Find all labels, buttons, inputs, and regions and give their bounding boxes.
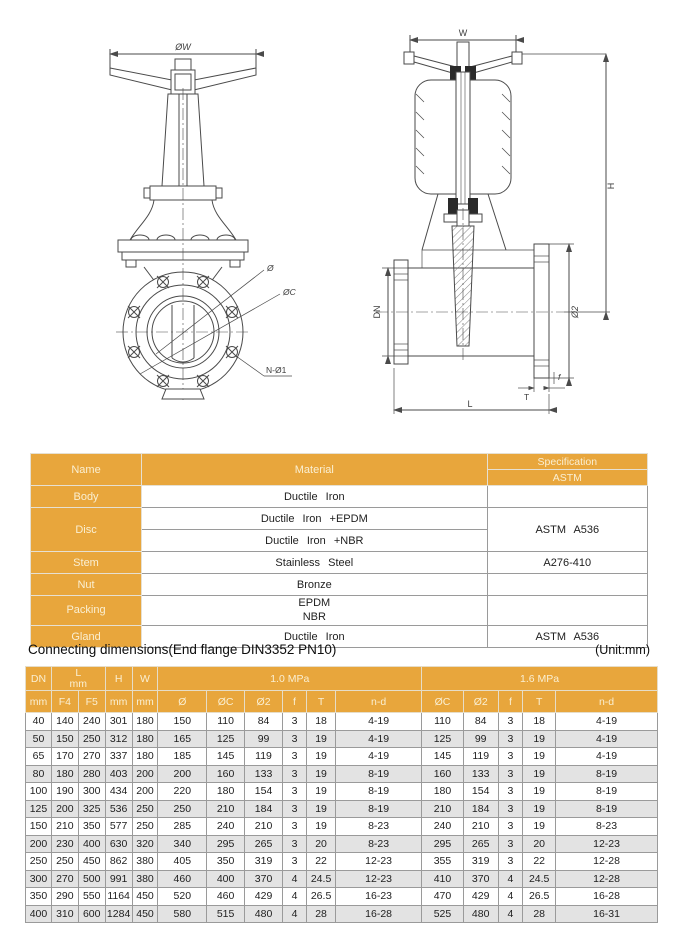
- dim-cell: 125: [207, 730, 245, 748]
- dim-cell: 4: [498, 905, 523, 923]
- col-w: W: [132, 667, 158, 691]
- dim-cell: 295: [207, 835, 245, 853]
- dim-cell: 16-28: [556, 888, 658, 906]
- dim-row: [26, 905, 658, 923]
- dim-row: [26, 730, 658, 748]
- dim-cell: 19: [523, 818, 556, 836]
- dim-cell: 26.5: [523, 888, 556, 906]
- dim-cell: 3: [498, 713, 523, 731]
- dim-cell: 24.5: [307, 870, 336, 888]
- dim-cell: 3: [283, 748, 307, 766]
- dim-cell: 99: [463, 730, 498, 748]
- dim-cell: 450: [132, 905, 158, 923]
- col-nd-10: n-d: [336, 691, 422, 713]
- dim-cell: 4: [498, 870, 523, 888]
- col-f5: F5: [78, 691, 105, 713]
- materials-header-name: Name: [31, 454, 142, 486]
- dim-cell: 3: [283, 783, 307, 801]
- material-row-nut-value: Bronze: [142, 574, 488, 596]
- dim-cell: 80: [26, 765, 52, 783]
- col-dia-10: Ø: [158, 691, 207, 713]
- dims-header-row-2: [26, 691, 658, 713]
- dim-cell: 210: [245, 818, 283, 836]
- dim-cell: 270: [51, 870, 78, 888]
- col-f4: F4: [51, 691, 78, 713]
- dim-cell: 184: [463, 800, 498, 818]
- col-f-16: f: [498, 691, 523, 713]
- dim-cell: 350: [207, 853, 245, 871]
- dim-cell: 405: [158, 853, 207, 871]
- dim-cell: 312: [105, 730, 132, 748]
- dim-cell: 4-19: [556, 748, 658, 766]
- dim-label-n-d1: N-Ø1: [266, 365, 287, 375]
- dim-cell: 3: [498, 835, 523, 853]
- col-dia-c-10: ØC: [207, 691, 245, 713]
- dim-cell: 3: [283, 835, 307, 853]
- dim-cell: 250: [132, 818, 158, 836]
- col-dia-2-10: Ø2: [245, 691, 283, 713]
- dim-cell: 4: [498, 888, 523, 906]
- dim-cell: 160: [422, 765, 464, 783]
- dim-cell: 520: [158, 888, 207, 906]
- col-dn-unit: mm: [26, 691, 52, 713]
- col-dia-c-16: ØC: [422, 691, 464, 713]
- dim-cell: 180: [422, 783, 464, 801]
- dim-cell: 300: [78, 783, 105, 801]
- dim-cell: 19: [307, 748, 336, 766]
- dim-cell: 19: [523, 783, 556, 801]
- dim-cell: 145: [207, 748, 245, 766]
- dim-cell: 140: [51, 713, 78, 731]
- dim-cell: 240: [422, 818, 464, 836]
- dim-cell: 515: [207, 905, 245, 923]
- dim-cell: 265: [463, 835, 498, 853]
- dim-row: [26, 818, 658, 836]
- dim-cell: 250: [78, 730, 105, 748]
- dim-cell: 26.5: [307, 888, 336, 906]
- material-row-disc-spec: ASTM A536: [487, 508, 647, 552]
- dim-cell: 200: [158, 765, 207, 783]
- dim-cell: 400: [26, 905, 52, 923]
- material-row-packing-spec: [487, 596, 647, 626]
- dim-cell: 630: [105, 835, 132, 853]
- dim-cell: 450: [132, 888, 158, 906]
- dim-row: [26, 765, 658, 783]
- dim-row: [26, 870, 658, 888]
- dim-cell: 19: [307, 765, 336, 783]
- dim-cell: 3: [498, 818, 523, 836]
- dim-dia2: [549, 244, 580, 378]
- dim-cell: 285: [158, 818, 207, 836]
- dim-row: [26, 800, 658, 818]
- dim-cell: 3: [498, 765, 523, 783]
- dim-cell: 4-19: [336, 713, 422, 731]
- dim-cell: 50: [26, 730, 52, 748]
- dim-cell: 119: [463, 748, 498, 766]
- dim-cell: 280: [78, 765, 105, 783]
- material-row-packing-name: Packing: [31, 596, 142, 626]
- material-row-disc-value-1: Ductile Iron +EPDM: [142, 508, 488, 530]
- dim-cell: 24.5: [523, 870, 556, 888]
- dim-cell: 3: [283, 818, 307, 836]
- dim-cell: 28: [307, 905, 336, 923]
- dim-cell: 3: [498, 800, 523, 818]
- material-row-stem-spec: A276-410: [487, 552, 647, 574]
- dim-cell: 16-28: [336, 905, 422, 923]
- dim-cell: 200: [132, 783, 158, 801]
- dim-cell: 350: [78, 818, 105, 836]
- dim-label-h: H: [606, 182, 616, 190]
- dim-cell: 4: [283, 905, 307, 923]
- dim-cell: 480: [245, 905, 283, 923]
- dim-cell: 154: [463, 783, 498, 801]
- dim-cell: 150: [26, 818, 52, 836]
- dim-cell: 4-19: [556, 730, 658, 748]
- dim-cell: 536: [105, 800, 132, 818]
- dim-cell: 12-28: [556, 870, 658, 888]
- material-row-disc-name: Disc: [31, 508, 142, 552]
- dim-cell: 434: [105, 783, 132, 801]
- material-row-body-spec: [487, 486, 647, 508]
- dim-row: [26, 888, 658, 906]
- col-l-label: L: [75, 667, 82, 679]
- dim-cell: 265: [245, 835, 283, 853]
- dim-cell: 28: [523, 905, 556, 923]
- col-h: H: [105, 667, 132, 691]
- dim-cell: 250: [132, 800, 158, 818]
- dim-label-f: f: [558, 372, 561, 382]
- material-row-packing-value: [142, 596, 488, 626]
- dim-cell: 400: [207, 870, 245, 888]
- leader-n-d1: [236, 356, 292, 376]
- dim-cell: 4: [283, 888, 307, 906]
- dim-cell: 500: [78, 870, 105, 888]
- dim-cell: 12-23: [556, 835, 658, 853]
- dim-cell: 270: [78, 748, 105, 766]
- dim-cell: 577: [105, 818, 132, 836]
- dim-row: [26, 748, 658, 766]
- dim-cell: 410: [422, 870, 464, 888]
- material-row-gland-value: Ductile Iron: [142, 626, 488, 648]
- dim-cell: 1284: [105, 905, 132, 923]
- dim-cell: 429: [463, 888, 498, 906]
- dim-cell: 19: [307, 818, 336, 836]
- dim-cell: 3: [283, 853, 307, 871]
- dim-cell: 250: [26, 853, 52, 871]
- dim-cell: 19: [523, 748, 556, 766]
- dim-row: [26, 835, 658, 853]
- dim-cell: 180: [132, 713, 158, 731]
- dim-cell: 550: [78, 888, 105, 906]
- dim-row: [26, 713, 658, 731]
- dim-cell: 154: [245, 783, 283, 801]
- dim-label-dia-c: ØC: [283, 287, 296, 297]
- material-row-stem-value: Stainless Steel: [142, 552, 488, 574]
- dim-cell: 4-19: [556, 713, 658, 731]
- dim-cell: 22: [307, 853, 336, 871]
- dim-cell: 862: [105, 853, 132, 871]
- dim-cell: 12-28: [556, 853, 658, 871]
- dim-cell: 16-31: [556, 905, 658, 923]
- dim-cell: 370: [245, 870, 283, 888]
- dim-label-w: W: [458, 28, 468, 38]
- col-dn: DN: [26, 667, 52, 691]
- dim-cell: 184: [245, 800, 283, 818]
- dim-cell: 220: [158, 783, 207, 801]
- dim-cell: 210: [463, 818, 498, 836]
- dim-cell: 3: [283, 800, 307, 818]
- dim-cell: 3: [498, 783, 523, 801]
- dim-cell: 119: [245, 748, 283, 766]
- packing-material-2: NBR: [302, 610, 326, 623]
- dim-cell: 133: [245, 765, 283, 783]
- dim-cell: 180: [132, 748, 158, 766]
- dim-cell: 145: [422, 748, 464, 766]
- dim-cell: 460: [207, 888, 245, 906]
- section-view-drawing: [358, 28, 624, 425]
- dim-cell: 8-19: [556, 800, 658, 818]
- dim-cell: 19: [523, 730, 556, 748]
- dim-label-t: T: [524, 392, 530, 402]
- dim-label-dn: DN: [372, 305, 382, 319]
- dim-cell: 470: [422, 888, 464, 906]
- col-h-unit: mm: [105, 691, 132, 713]
- dim-cell: 16-23: [336, 888, 422, 906]
- material-row-gland-name: Gland: [31, 626, 142, 648]
- col-t-16: T: [523, 691, 556, 713]
- material-row-gland-spec: ASTM A536: [487, 626, 647, 648]
- dim-cell: 230: [51, 835, 78, 853]
- dim-cell: 210: [51, 818, 78, 836]
- section-title: Connecting dimensions(End flange DIN3352 PN10): [28, 642, 337, 657]
- dim-cell: 200: [132, 765, 158, 783]
- dim-label-dia: Ø: [267, 263, 274, 273]
- dim-cell: 4: [283, 870, 307, 888]
- dim-cell: 8-19: [336, 765, 422, 783]
- dim-cell: 19: [523, 800, 556, 818]
- dim-cell: 125: [422, 730, 464, 748]
- dim-cell: 355: [422, 853, 464, 871]
- materials-header-specification: Specification: [487, 454, 647, 470]
- connecting-dimensions-heading: [28, 642, 650, 657]
- dim-cell: 3: [498, 748, 523, 766]
- dim-cell: 8-19: [336, 783, 422, 801]
- dim-cell: 460: [158, 870, 207, 888]
- section-view-svg: [358, 28, 624, 420]
- dim-cell: 180: [51, 765, 78, 783]
- dim-cell: 165: [158, 730, 207, 748]
- dim-cell: 8-23: [336, 818, 422, 836]
- dim-cell: 190: [51, 783, 78, 801]
- dim-cell: 3: [283, 730, 307, 748]
- dim-cell: 99: [245, 730, 283, 748]
- dim-cell: 3: [283, 765, 307, 783]
- dim-cell: 18: [523, 713, 556, 731]
- material-row-nut-spec: [487, 574, 647, 596]
- dim-cell: 250: [158, 800, 207, 818]
- dim-cell: 1164: [105, 888, 132, 906]
- dim-cell: 340: [158, 835, 207, 853]
- dim-cell: 180: [207, 783, 245, 801]
- dim-cell: 84: [245, 713, 283, 731]
- dim-cell: 110: [422, 713, 464, 731]
- dim-cell: 580: [158, 905, 207, 923]
- dim-cell: 19: [523, 765, 556, 783]
- dim-cell: 19: [307, 783, 336, 801]
- dim-cell: 8-23: [336, 835, 422, 853]
- dim-cell: 991: [105, 870, 132, 888]
- material-row-disc-value-2: Ductile Iron +NBR: [142, 530, 488, 552]
- dim-cell: 480: [463, 905, 498, 923]
- materials-table: [30, 453, 648, 648]
- unit-note: (Unit:mm): [595, 643, 650, 657]
- dim-cell: 40: [26, 713, 52, 731]
- dim-label-dia2: Ø2: [570, 305, 580, 319]
- dim-cell: 12-23: [336, 853, 422, 871]
- dim-cell: 20: [523, 835, 556, 853]
- dim-cell: 18: [307, 713, 336, 731]
- dim-cell: 19: [307, 800, 336, 818]
- dim-cell: 3: [498, 730, 523, 748]
- col-l-unit: mm: [69, 677, 88, 690]
- dim-cell: 4-19: [336, 748, 422, 766]
- col-l: [51, 667, 105, 691]
- dim-cell: 100: [26, 783, 52, 801]
- dim-label-ow: ØW: [175, 42, 191, 52]
- dim-cell: 84: [463, 713, 498, 731]
- dim-row: [26, 853, 658, 871]
- dim-cell: 65: [26, 748, 52, 766]
- dim-cell: 110: [207, 713, 245, 731]
- packing-material-1: EPDM: [298, 596, 331, 609]
- col-dia-2-16: Ø2: [463, 691, 498, 713]
- material-row-stem-name: Stem: [31, 552, 142, 574]
- col-w-unit: mm: [132, 691, 158, 713]
- materials-header-material: Material: [142, 454, 488, 486]
- dim-cell: 133: [463, 765, 498, 783]
- dim-cell: 337: [105, 748, 132, 766]
- dim-cell: 310: [51, 905, 78, 923]
- dim-cell: 160: [207, 765, 245, 783]
- dim-cell: 450: [78, 853, 105, 871]
- dim-cell: 150: [158, 713, 207, 731]
- dim-label-l: L: [467, 399, 473, 409]
- dim-cell: 8-19: [336, 800, 422, 818]
- material-row-body-value: Ductile Iron: [142, 486, 488, 508]
- dim-cell: 3: [498, 853, 523, 871]
- dim-cell: 370: [463, 870, 498, 888]
- dim-cell: 320: [132, 835, 158, 853]
- dim-cell: 301: [105, 713, 132, 731]
- dim-cell: 22: [523, 853, 556, 871]
- dim-h: [564, 54, 616, 312]
- col-t-10: T: [307, 691, 336, 713]
- dimensions-table-body: [26, 713, 658, 923]
- dim-cell: 600: [78, 905, 105, 923]
- dim-cell: 380: [132, 853, 158, 871]
- dim-cell: 300: [26, 870, 52, 888]
- dim-cell: 350: [26, 888, 52, 906]
- dim-cell: 12-23: [336, 870, 422, 888]
- col-group-1-6-mpa: 1.6 MPa: [422, 667, 658, 691]
- dim-cell: 295: [422, 835, 464, 853]
- dim-cell: 380: [132, 870, 158, 888]
- dim-cell: 240: [207, 818, 245, 836]
- dim-cell: 290: [51, 888, 78, 906]
- dim-cell: 525: [422, 905, 464, 923]
- dim-cell: 19: [307, 730, 336, 748]
- dim-cell: 8-19: [556, 783, 658, 801]
- dim-cell: 429: [245, 888, 283, 906]
- front-view-drawing: [68, 40, 300, 413]
- materials-header-astm: ASTM: [487, 470, 647, 486]
- dim-cell: 210: [207, 800, 245, 818]
- dimensions-table: [25, 666, 658, 923]
- dim-cell: 400: [78, 835, 105, 853]
- dim-cell: 319: [463, 853, 498, 871]
- dim-cell: 3: [283, 713, 307, 731]
- dim-cell: 403: [105, 765, 132, 783]
- dim-row: [26, 783, 658, 801]
- dim-cell: 20: [307, 835, 336, 853]
- dim-cell: 8-23: [556, 818, 658, 836]
- dim-cell: 240: [78, 713, 105, 731]
- dim-cell: 200: [26, 835, 52, 853]
- dim-cell: 250: [51, 853, 78, 871]
- dim-l: [394, 368, 549, 414]
- col-f-10: f: [283, 691, 307, 713]
- dim-cell: 180: [132, 730, 158, 748]
- col-nd-16: n-d: [556, 691, 658, 713]
- dim-cell: 210: [422, 800, 464, 818]
- dim-cell: 8-19: [556, 765, 658, 783]
- dim-cell: 150: [51, 730, 78, 748]
- dim-cell: 200: [51, 800, 78, 818]
- material-row-body-name: Body: [31, 486, 142, 508]
- dims-header-row-1: [26, 667, 658, 691]
- dim-cell: 4-19: [336, 730, 422, 748]
- col-group-1-0-mpa: 1.0 MPa: [158, 667, 422, 691]
- dim-cell: 185: [158, 748, 207, 766]
- dim-cell: 170: [51, 748, 78, 766]
- dim-cell: 325: [78, 800, 105, 818]
- front-view-svg: [68, 40, 300, 408]
- dim-cell: 319: [245, 853, 283, 871]
- dim-cell: 125: [26, 800, 52, 818]
- material-row-nut-name: Nut: [31, 574, 142, 596]
